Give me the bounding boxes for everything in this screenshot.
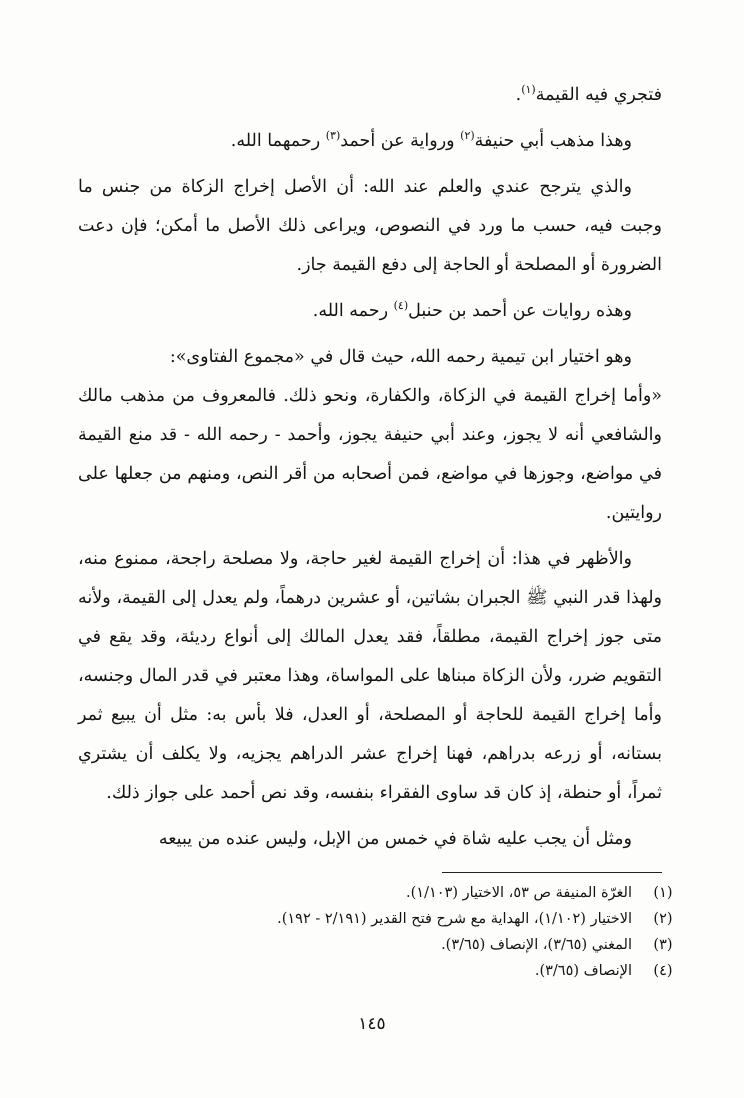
footnote-item <box>80 880 680 906</box>
main-text <box>78 76 662 866</box>
paragraph-8: ومثل أن يجب عليه شاة في خمس من الإبل، وليس عنده من يبيعه <box>158 829 632 849</box>
footnote-ref-4[interactable]: (٤) <box>393 299 409 313</box>
footnote-item <box>80 932 680 958</box>
footnote-text: الغرّة المنيفة ص ٥٣، الاختيار (١/١٠٣). <box>406 885 632 901</box>
footnote-number: (٢) <box>653 911 673 927</box>
paragraph-3: والذي يترجح عندي والعلم عند الله: أن الأصل إخراج الزكاة من جنس ما وجبت فيه، حسب ما ورد في النصوص، ويراعى ذلك الأصل ما أمكن؛ فإن دعت الضرورة أو المصلحة أو الحاجة إلى دفع القيمة جاز. <box>78 177 662 275</box>
page-number: ١٤٥ <box>358 1014 386 1034</box>
footnotes-list <box>80 880 680 984</box>
footnote-ref-1[interactable]: (١) <box>521 83 536 97</box>
footnote-ref-2[interactable]: (٢) <box>460 129 475 143</box>
footnote-divider <box>442 872 662 873</box>
paragraph-5: وهو اختيار ابن تيمية رحمه الله، حيث قال في «مجموع الفتاوى»: <box>169 347 632 367</box>
footnote-text: الإنصاف (٣/٦٥). <box>534 963 632 979</box>
footnote-item <box>80 958 680 984</box>
footnote-text: المغني (٣/٦٥)، الإنصاف (٣/٦٥). <box>441 937 632 953</box>
paragraph-1: فتجري فيه القيمة$^{(١)}$. <box>515 83 662 105</box>
footnote-item <box>80 906 680 932</box>
paragraph-2: وهذا مذهب أبي حنيفة$^{(٢)}$ ورواية عن أحمد$^{(٣)}$ رحمهما الله. <box>230 129 632 151</box>
paragraph-7: والأظهر في هذا: أن إخراج القيمة لغير حاجة، ولا مصلحة راجحة، ممنوع منه، ولهذا قدر النبي ﷺ الجبران بشاتين، أو عشرين درهماً، ولم يعدل إلى القيمة، ولأنه متى جوز إخراج القيمة، مطلقاً، فقد يعدل المالك إلى أنواع رديئة، وقد يقع في التقويم ضرر، ولأن الزكاة مبناها على المواساة، وهذا معتبر في قدر المال وجنسه، وأما إخراج القيمة للحاجة أو المصلحة، أو العدل، فلا بأس به: مثل أن يبيع ثمر بستانه، أو زرعه بدراهم، فهنا إخراج عشر الدراهم يجزيه، ولا يكلف أن يشتري ثمراً، أو حنطة، إذ كان قد ساوى الفقراء بنفسه، وقد نص أحمد على جواز ذلك. <box>78 549 662 803</box>
footnote-ref-3[interactable]: (٣) <box>325 129 341 143</box>
paragraph-4: وهذه روايات عن أحمد بن حنبل$^{(٤)}$ رحمه الله. <box>312 299 632 321</box>
footnote-number: (٣) <box>653 937 673 953</box>
footnote-number: (١) <box>653 885 673 901</box>
quote-paragraph: «وأما إخراج القيمة في الزكاة، والكفارة، ونحو ذلك. فالمعروف من مذهب مالك والشافعي أنه لا يجوز، وعند أبي حنيفة يجوز، وأحمد - رحمه الله - قد منع القيمة في مواضع، وجوزها في مواضع، فمن أصحابه من أقر النص، ومنهم من جعلها على روايتين. <box>78 386 662 523</box>
footnote-number: (٤) <box>653 963 673 979</box>
footnote-text: الاختيار (١/١٠٢)، الهداية مع شرح فتح القدير (٢/١٩١ - ١٩٢). <box>277 911 632 927</box>
